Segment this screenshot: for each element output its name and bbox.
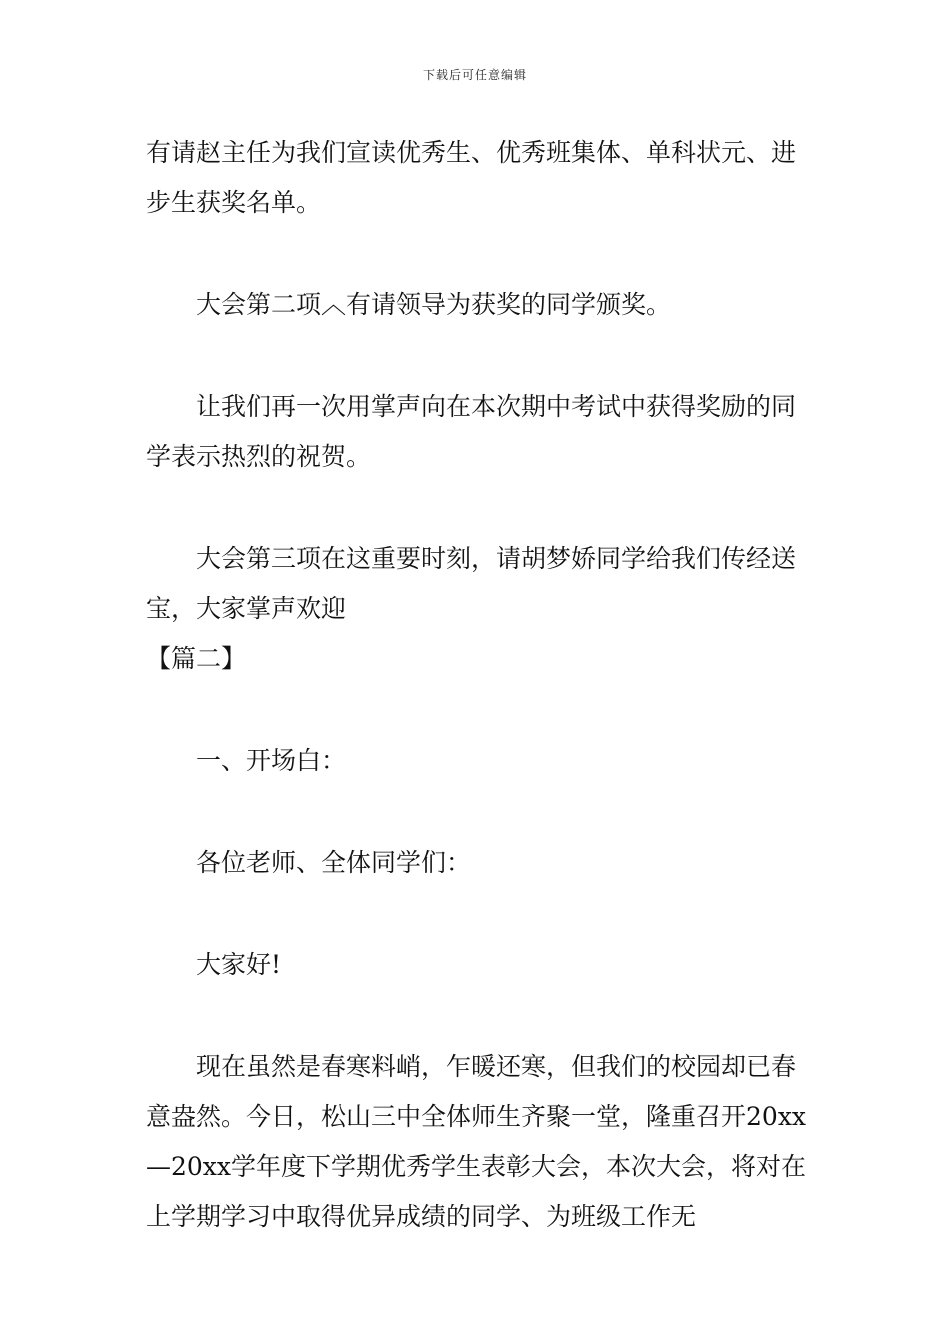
paragraph-spacer (146, 786, 814, 838)
paragraph-spacer (146, 482, 814, 534)
paragraph-main-speech: 现在虽然是春寒料峭，乍暖还寒，但我们的校园却已春意盎然。今日，松山三中全体师生齐聚一堂，隆重召开20xx—20xx学年度下学期优秀学生表彰大会，本次大会，将对在上学期学习中取得优异成绩的同学、为班级工作无 (146, 1052, 807, 1231)
paragraph-item-two: 大会第二项︿有请领导为获奖的同学颁奖。 (196, 290, 672, 319)
paragraph-spacer (146, 684, 814, 736)
paragraph-greeting: 各位老师、全体同学们： (196, 848, 472, 877)
paragraph-spacer (146, 330, 814, 382)
page-header-note: 下载后可任意编辑 (422, 68, 527, 82)
document-body (146, 128, 814, 1242)
paragraph-spacer (146, 888, 814, 940)
paragraph-hello: 大家好! (196, 950, 282, 979)
paragraph-applause: 让我们再一次用掌声向在本次期中考试中获得奖励的同学表示热烈的祝贺。 (146, 392, 797, 471)
paragraph-opening: 一、开场白： (196, 746, 347, 775)
section-heading: 【篇二】 (146, 644, 247, 673)
paragraph-spacer (146, 990, 814, 1042)
paragraph-item-three: 大会第三项在这重要时刻，请胡梦娇同学给我们传经送宝，大家掌声欢迎 (146, 544, 797, 623)
paragraph-spacer (146, 228, 814, 280)
paragraph-award-list: 有请赵主任为我们宣读优秀生、优秀班集体、单科状元、进步生获奖名单。 (146, 138, 797, 217)
